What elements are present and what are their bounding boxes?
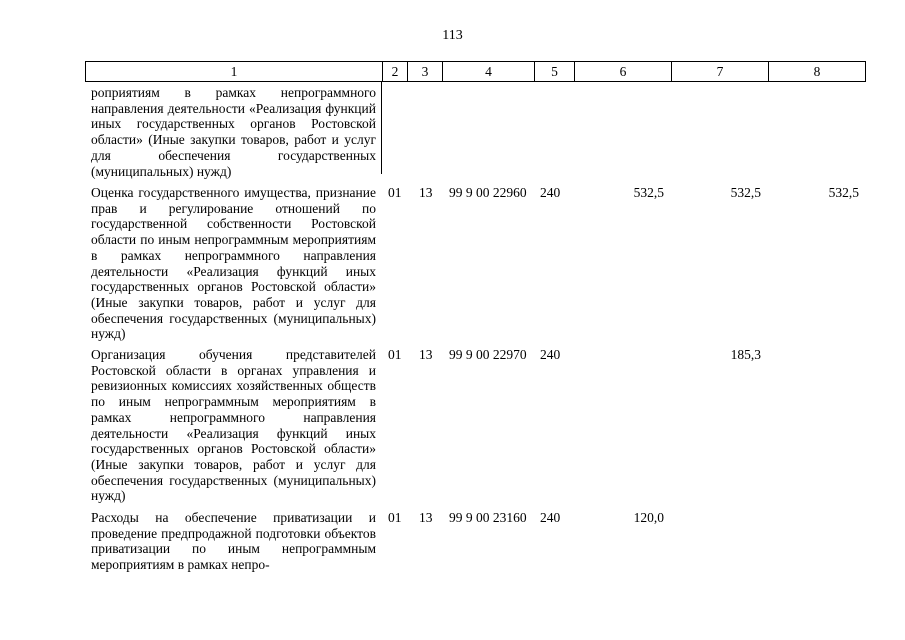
row-amount-2: 185,3: [730, 347, 761, 362]
row-section: 01: [388, 510, 402, 525]
header-col-8: 8: [768, 62, 865, 81]
row-target-article: 99 9 00 22970: [449, 347, 527, 362]
row-amount-2: 532,5: [730, 185, 761, 200]
row-expense-type: 240: [540, 347, 561, 362]
row-description: роприятиям в рамках непрограммного направления деятельности «Реализация функций иных государственных органов Ростовской области» (Иные закупки товаров, работ и услуг для обеспечения государственных (муниципальных) нужд): [91, 85, 376, 179]
row-subsection: 13: [419, 347, 433, 362]
row-target-article: 99 9 00 23160: [449, 510, 527, 525]
row-subsection: 13: [419, 510, 433, 525]
header-col-6: 6: [574, 62, 671, 81]
header-col-7: 7: [671, 62, 768, 81]
header-col-5: 5: [534, 62, 574, 81]
column-divider: [381, 82, 382, 174]
row-amount-1: 120,0: [633, 510, 664, 525]
row-description: Организация обучения представителей Ростовской области в органах управления и ревизионных комиссиях хозяйственных обществ по иным непрограммным мероприятиям в рамках непрограммного направления деятельности «Реализация функций иных государственных органов Ростовской области» (Иные закупки товаров, работ и услуг для обеспечения государственных (муниципальных) нужд): [91, 347, 376, 504]
header-col-2: 2: [382, 62, 407, 81]
row-amount-1: 532,5: [633, 185, 664, 200]
header-col-1: 1: [230, 64, 238, 79]
row-expense-type: 240: [540, 185, 561, 200]
row-section: 01: [388, 347, 402, 362]
row-expense-type: 240: [540, 510, 561, 525]
row-target-article: 99 9 00 22960: [449, 185, 527, 200]
row-section: 01: [388, 185, 402, 200]
row-description: Оценка государственного имущества, признание прав и регулирование отношений по государственной собственности Ростовской области по иным непрограммным мероприятиям в рамках непрограммного направления деятельности «Реализация функций иных государственных органов Ростовской области» (Иные закупки товаров, работ и услуг для обеспечения государственных (муниципальных) нужд): [91, 185, 376, 342]
row-description: Расходы на обеспечение приватизации и проведение предпродажной подготовки объектов приватизации по иным непрограммным мероприятиям в рамках непро-: [91, 510, 376, 573]
page-number: 113: [442, 28, 463, 43]
row-amount-3: 532,5: [828, 185, 859, 200]
header-col-3: 3: [407, 62, 442, 81]
header-col-4: 4: [442, 62, 534, 81]
table-header: [85, 61, 866, 82]
row-subsection: 13: [419, 185, 433, 200]
